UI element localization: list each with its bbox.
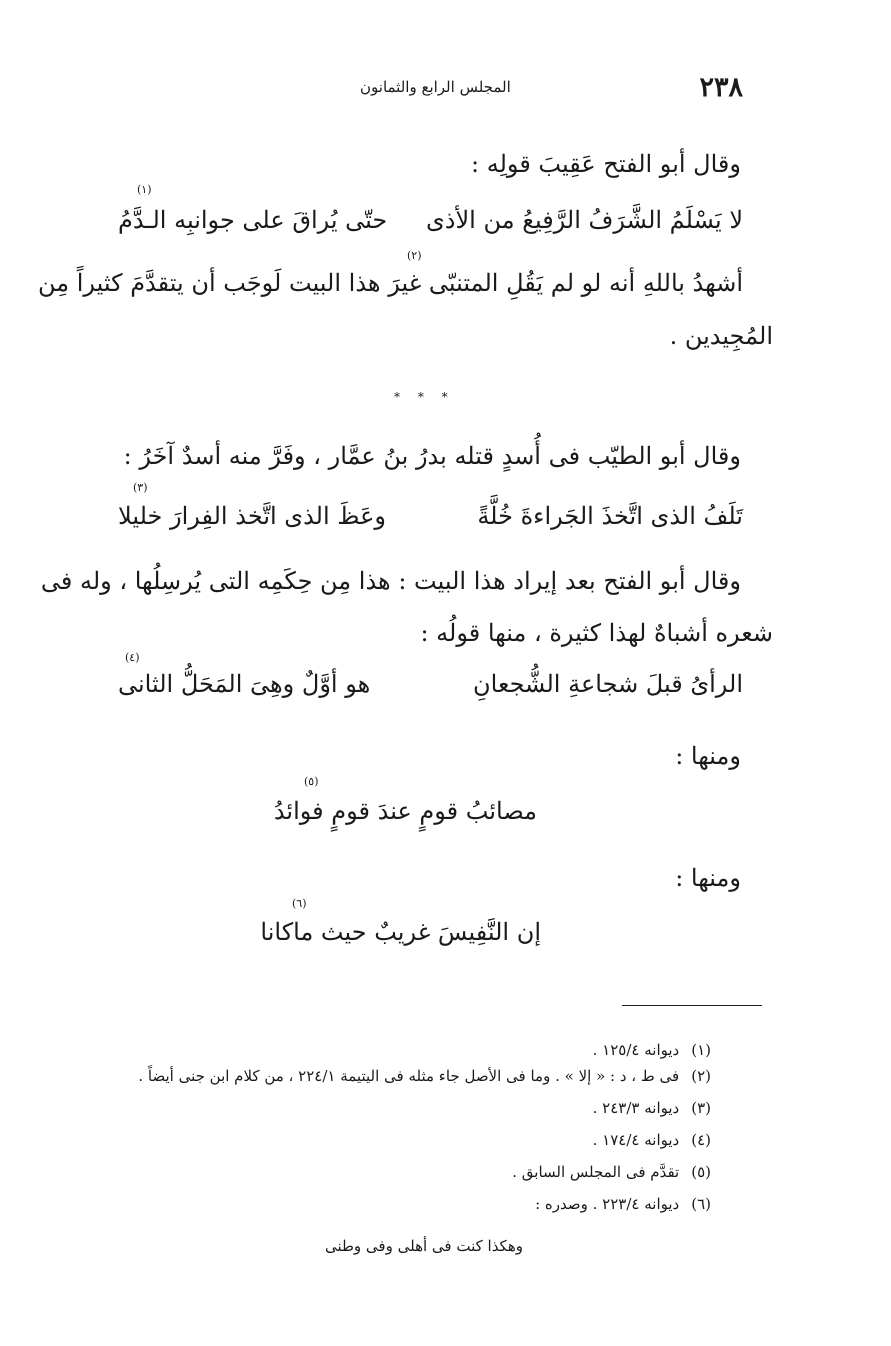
running-title: المجلس الرابع والثمانون bbox=[360, 78, 511, 96]
verse-hemistich: إن النَّفِيسَ غريبٌ حيث ماكانا bbox=[260, 918, 541, 946]
text-line: وقال أبو الفتح عَقِيبَ قولِه : bbox=[471, 150, 741, 178]
footnote bbox=[535, 1194, 711, 1214]
verse-first-hemistich: تَلَفُ الذى اتَّخذَ الجَراءةَ خُلَّةً bbox=[477, 502, 743, 530]
footnote-text: ديوانه ١٢٥/٤ . bbox=[592, 1041, 680, 1059]
footnote-text: فى ط ، د : « إلا » . وما فى الأصل جاء مثله فى اليتيمة ٢٢٤/١ ، من كلام ابن جنى أيضاً . bbox=[138, 1067, 680, 1085]
footnote-text: ديوانه ٢٢٣/٤ . وصدره : bbox=[535, 1195, 680, 1213]
footnote bbox=[512, 1162, 711, 1182]
verse-second-hemistich: حتّى يُراقَ على جوانبِه الـدَّمُ bbox=[118, 206, 388, 234]
footnote-marker: (٦) bbox=[292, 897, 307, 910]
footnote bbox=[593, 1040, 711, 1060]
footnote-rule bbox=[622, 1005, 762, 1006]
footnote bbox=[593, 1130, 711, 1150]
footnote-marker: (١) bbox=[137, 183, 152, 196]
verse-second-hemistich: هو أوَّلٌ وهِىَ المَحَلُّ الثانى bbox=[118, 670, 371, 698]
footnote-verse: وهكذا كنت فى أهلى وفى وطنى bbox=[324, 1237, 523, 1255]
text-line: أشهدُ باللهِ أنه لو لم يَقُلِ المتنبّى غيرَ هذا البيت لَوجَب أن يتقدَّمَ كثيراً مِن bbox=[37, 269, 743, 297]
footnote-number: (٦) bbox=[691, 1195, 711, 1213]
text-line: وقال أبو الطيّب فى أُسدٍ قتله بدرُ بنُ عمَّار ، وفَرَّ منه أسدٌ آخَرُ : bbox=[123, 442, 741, 470]
footnote-marker: (٤) bbox=[125, 651, 140, 664]
verse-second-hemistich: وعَظَ الذى اتَّخذ الفِرارَ خليلا bbox=[118, 502, 386, 530]
footnote-marker: (٢) bbox=[407, 249, 422, 262]
verse-first-hemistich: الرأىُ قبلَ شجاعةِ الشُّجعانِ bbox=[473, 670, 743, 698]
text-line: ومنها : bbox=[675, 864, 741, 892]
footnote-text: ديوانه ٢٤٣/٣ . bbox=[592, 1099, 680, 1117]
text-line: المُجِيدين . bbox=[669, 322, 773, 350]
footnote bbox=[593, 1098, 711, 1118]
footnote-number: (٤) bbox=[691, 1131, 711, 1149]
footnote-marker: (٥) bbox=[304, 775, 319, 788]
section-separator: * * * bbox=[394, 390, 455, 404]
footnote-marker: (٣) bbox=[133, 481, 148, 494]
verse-first-hemistich: لا يَسْلَمُ الشَّرَفُ الرَّفِيعُ من الأذى bbox=[425, 206, 743, 234]
text-line: وقال أبو الفتح بعد إيراد هذا البيت : هذا مِن حِكَمِه التى يُرسِلُها ، وله فى bbox=[40, 567, 741, 595]
footnote-number: (١) bbox=[691, 1041, 711, 1059]
verse-hemistich: مصائبُ قومٍ عندَ قومٍ فوائدُ bbox=[273, 797, 537, 825]
footnote bbox=[138, 1066, 711, 1086]
footnote-number: (٢) bbox=[691, 1067, 711, 1085]
footnote-text: تقدَّم فى المجلس السابق . bbox=[512, 1163, 680, 1181]
page-number: ٢٣٨ bbox=[699, 72, 743, 103]
text-line: شعره أشباهٌ لهذا كثيرة ، منها قولُه : bbox=[420, 619, 773, 647]
footnote-number: (٣) bbox=[691, 1099, 711, 1117]
text-line: ومنها : bbox=[675, 742, 741, 770]
footnote-number: (٥) bbox=[691, 1163, 711, 1181]
footnote-text: ديوانه ١٧٤/٤ . bbox=[592, 1131, 680, 1149]
